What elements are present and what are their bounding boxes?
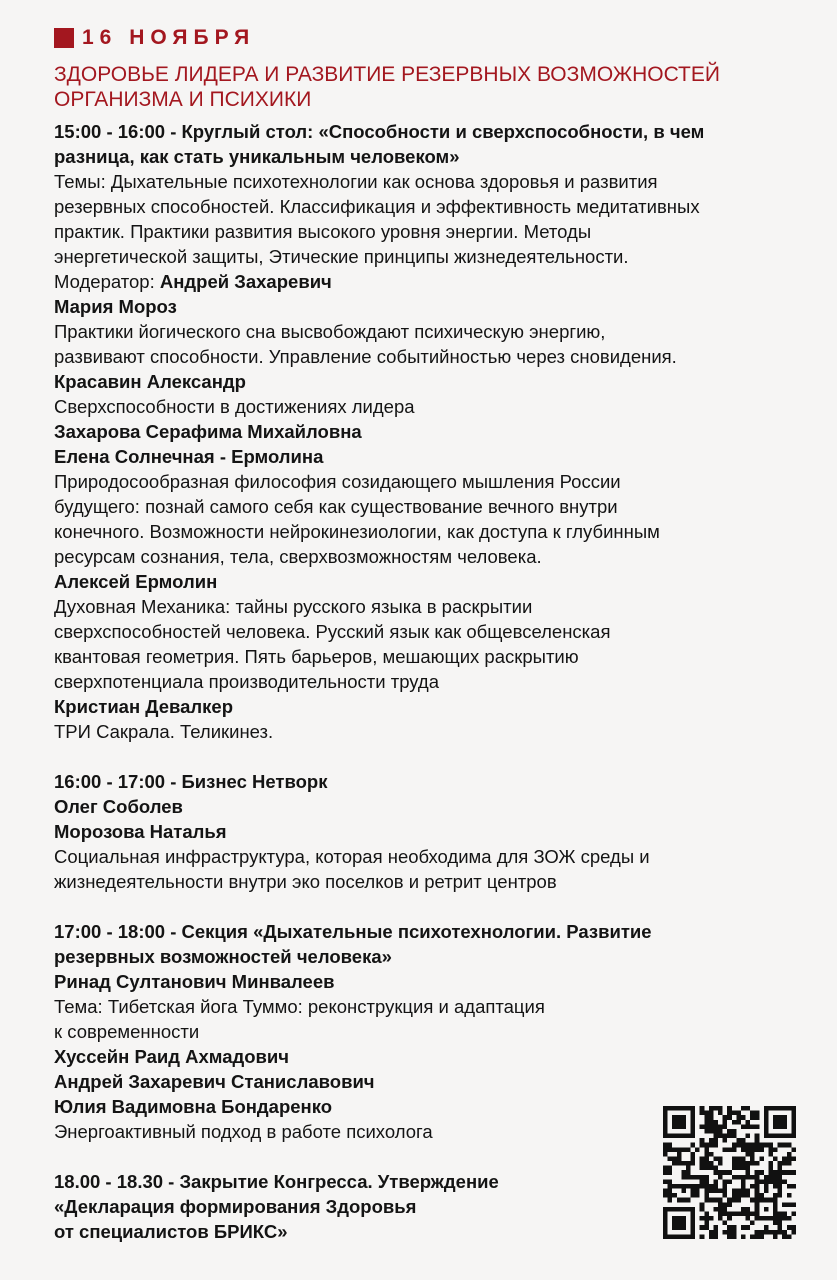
speaker-name: Кристиан Девалкер bbox=[54, 696, 234, 717]
moderator-name: Андрей Захаревич bbox=[159, 271, 332, 292]
session-title: 17:00 - 18:00 - Секция «Дыхательные психотехнологии. Развитие bbox=[54, 921, 652, 942]
program-content bbox=[54, 119, 829, 1244]
speaker-name: Захарова Серафима Михайловна bbox=[54, 421, 362, 442]
session-title: 18.00 - 18.30 - Закрытие Конгресса. Утверждение bbox=[54, 1171, 499, 1192]
moderator-line bbox=[54, 269, 829, 294]
speaker-topic: развивают способности. Управление событийностью через сновидения. bbox=[54, 346, 677, 367]
speaker-topic: квантовая геометрия. Пять барьеров, мешающих раскрытию bbox=[54, 646, 579, 667]
speaker-topic: сверхспособностей человека. Русский язык как общевселенская bbox=[54, 621, 611, 642]
session-round-table bbox=[54, 119, 829, 744]
speaker-topic: ресурсам сознания, тела, сверхвозможностям человека. bbox=[54, 546, 542, 567]
session-title: резервных возможностей человека» bbox=[54, 946, 392, 967]
session-business-network bbox=[54, 769, 829, 894]
date-label: 16 НОЯБРЯ bbox=[82, 26, 256, 49]
speaker-topic: сверхпотенциала производительности труда bbox=[54, 671, 439, 692]
speaker-topic: Энергоактивный подход в работе психолога bbox=[54, 1121, 433, 1142]
session-title: «Декларация формирования Здоровья bbox=[54, 1196, 417, 1217]
speaker-topic: жизнедеятельности внутри эко поселков и ретрит центров bbox=[54, 871, 557, 892]
section-title-line: ОРГАНИЗМА И ПСИХИКИ bbox=[54, 88, 312, 111]
moderator-label: Модератор: bbox=[54, 271, 160, 292]
speaker-name: Юлия Вадимовна Бондаренко bbox=[54, 1096, 333, 1117]
qr-code-icon[interactable] bbox=[663, 1106, 796, 1239]
session-topics: Темы: Дыхательные психотехнологии как основа здоровья и развития bbox=[54, 171, 658, 192]
session-topics: практик. Практики развития высокого уровня энергии. Методы bbox=[54, 221, 592, 242]
session-title: от специалистов БРИКС» bbox=[54, 1221, 288, 1242]
speaker-topic: Практики йогического сна высвобождают психическую энергию, bbox=[54, 321, 606, 342]
speaker-name: Алексей Ермолин bbox=[54, 571, 218, 592]
session-title: разница, как стать уникальным человеком» bbox=[54, 146, 460, 167]
speaker-topic: конечного. Возможности нейрокинезиологии, как доступа к глубинным bbox=[54, 521, 660, 542]
speaker-name: Красавин Александр bbox=[54, 371, 246, 392]
session-title: 16:00 - 17:00 - Бизнес Нетворк bbox=[54, 771, 328, 792]
speaker-name: Олег Соболев bbox=[54, 796, 183, 817]
date-square-icon bbox=[54, 28, 74, 48]
speaker-topic: к современности bbox=[54, 1021, 200, 1042]
speaker-name: Андрей Захаревич Станиславович bbox=[54, 1071, 375, 1092]
speaker-topic: будущего: познай самого себя как существование вечного внутри bbox=[54, 496, 618, 517]
session-title: 15:00 - 16:00 - Круглый стол: «Способности и сверхспособности, в чем bbox=[54, 121, 705, 142]
spacer bbox=[54, 744, 829, 769]
speaker-topic: Социальная инфраструктура, которая необходима для ЗОЖ среды и bbox=[54, 846, 650, 867]
speaker-topic: Тема: Тибетская йога Туммо: реконструкция и адаптация bbox=[54, 996, 545, 1017]
speaker-name: Ринад Султанович Минвалеев bbox=[54, 971, 335, 992]
section-title bbox=[54, 62, 814, 112]
speaker-name: Морозова Наталья bbox=[54, 821, 227, 842]
date-header bbox=[54, 26, 255, 50]
spacer bbox=[54, 894, 829, 919]
session-topics: энергетической защиты, Этические принципы жизнедеятельности. bbox=[54, 246, 629, 267]
speaker-name: Елена Солнечная - Ермолина bbox=[54, 446, 324, 467]
speaker-topic: Природосообразная философия созидающего мышления России bbox=[54, 471, 621, 492]
section-title-line: ЗДОРОВЬЕ ЛИДЕРА И РАЗВИТИЕ РЕЗЕРВНЫХ ВОЗМОЖНОСТЕЙ bbox=[54, 63, 720, 86]
speaker-topic: Сверхспособности в достижениях лидера bbox=[54, 396, 415, 417]
speaker-topic: Духовная Механика: тайны русского языка в раскрытии bbox=[54, 596, 533, 617]
speaker-topic: ТРИ Сакрала. Теликинез. bbox=[54, 721, 274, 742]
speaker-name: Мария Мороз bbox=[54, 296, 177, 317]
session-topics: резервных способностей. Классификация и эффективность медитативных bbox=[54, 196, 700, 217]
speaker-name: Хуссейн Раид Ахмадович bbox=[54, 1046, 290, 1067]
